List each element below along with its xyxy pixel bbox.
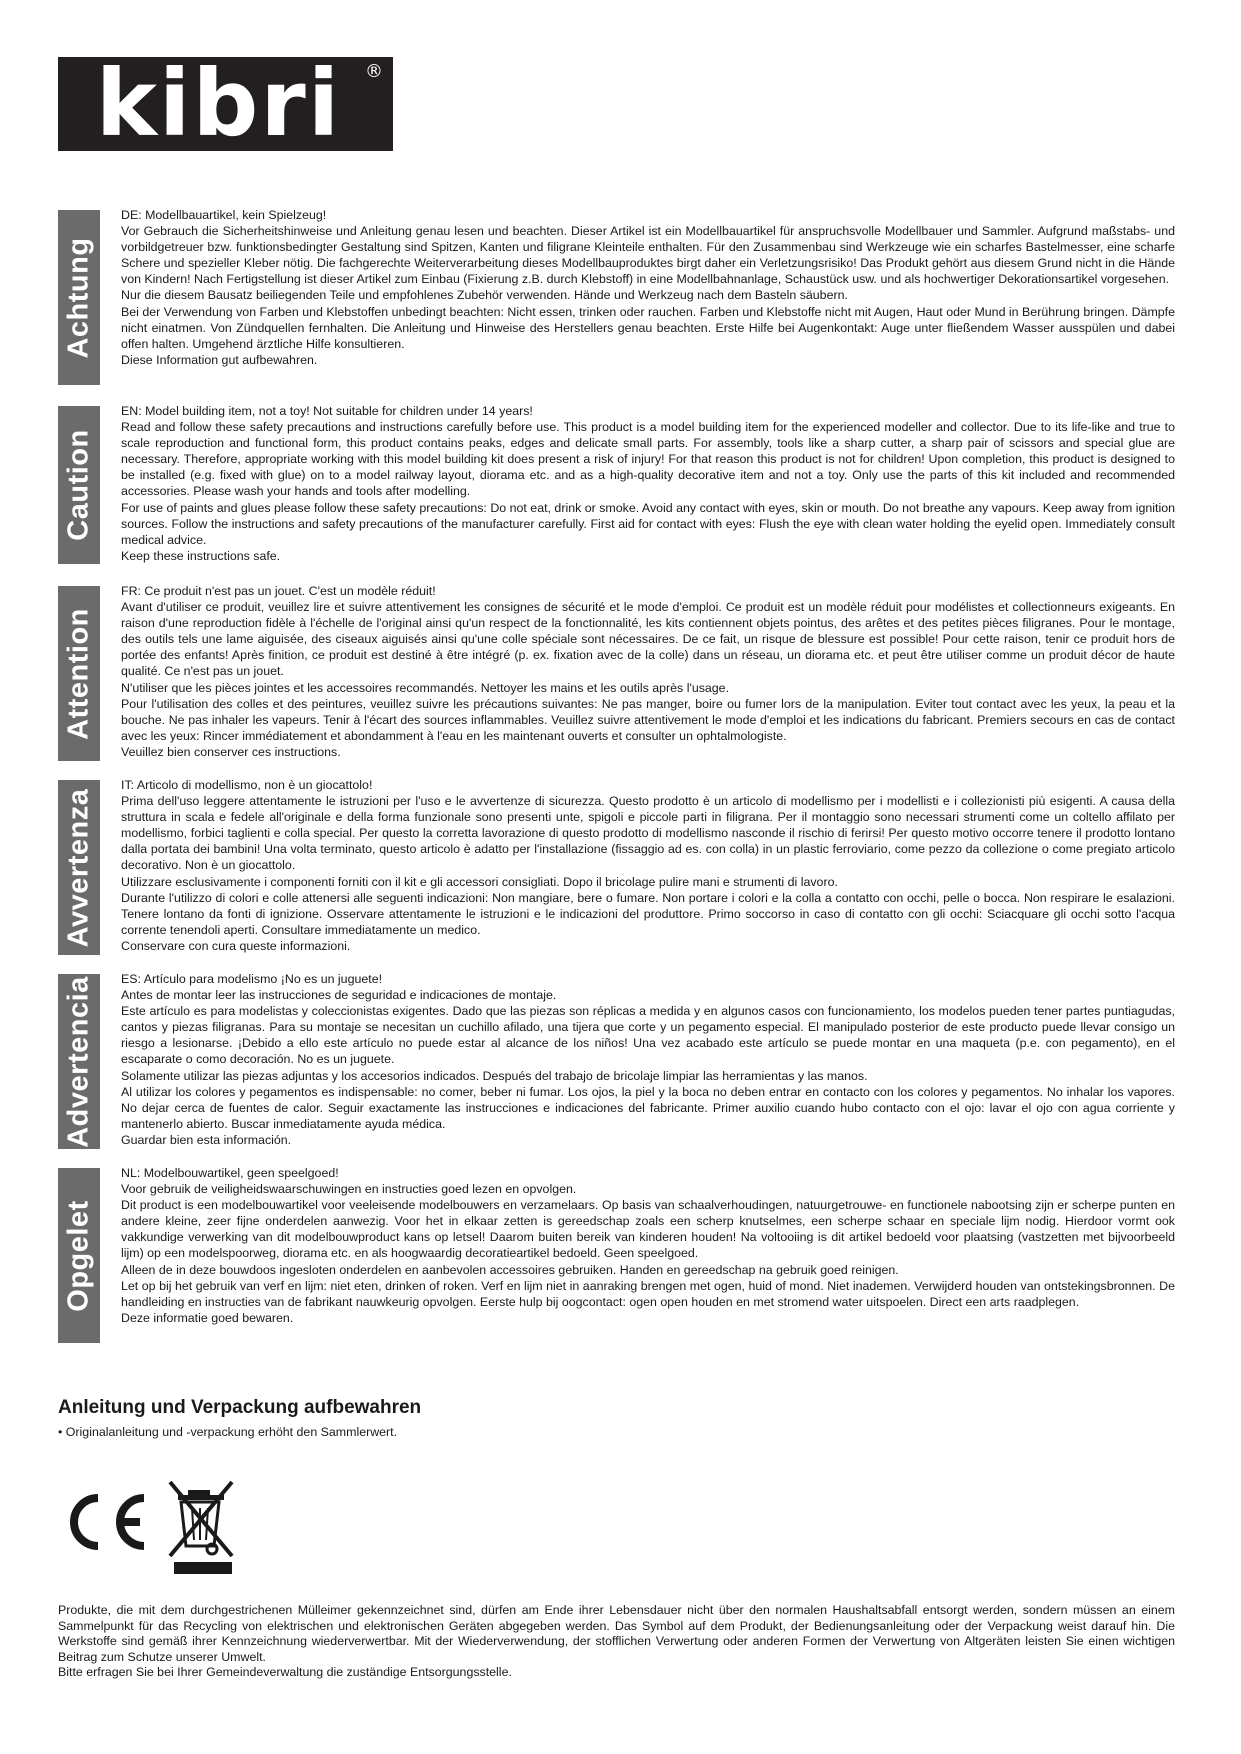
tab-label: Attention — [62, 607, 95, 740]
section-heading: DE: Modellbauartikel, kein Spielzeug! — [121, 208, 327, 222]
section-heading: IT: Articolo di modellismo, non è un giocattolo! — [121, 778, 373, 792]
crossed-out-wheelie-bin-icon — [166, 1478, 242, 1574]
section-text — [121, 207, 1175, 368]
tab-label: Caution — [62, 429, 95, 541]
section-paragraph: Solamente utilizar las piezas adjuntas y los accesorios indicados. Después del trabajo de bricolaje limpiar las herramientas y las manos. — [121, 1068, 868, 1083]
section-paragraph: Bei der Verwendung von Farben und Klebstoffen unbedingt beachten: Nicht essen, trinken oder rauchen. Farben und Klebstoffe nicht mit Augen, Haut oder Mund in Berührung bringen. Dämpfe nicht einatmen. Von Zündquellen fernhalten. Die Anleitung und Hinweise des Herstellers genau beachten. Erste Hilfe bei Augenkontakt: Auge unter fließendem Wasser ausspülen und dabei offen halten. Umgehend ärztliche Hilfe konsultieren. — [121, 304, 1175, 351]
section-en — [58, 403, 1175, 568]
section-heading: ES: Artículo para modelismo ¡No es un juguete! — [121, 972, 383, 986]
tab-attention — [58, 586, 100, 761]
section-paragraph: Al utilizar los colores y pegamentos es indispensable: no comer, beber ni fumar. Los ojos, la piel y la boca no deben entrar en contacto con los colores y pegamentos. No inhalar los vapores. No dejar cerca de fuentes de calor. Seguir exactamente las instrucciones e indicaciones del fabricante. Primer auxilio cuando hubo contacto con el ojo: lavar el ojo con agua corriente y mantenerlo abierto. Buscar inmediatamente ayuda médica. — [121, 1084, 1175, 1131]
section-paragraph: Deze informatie goed bewaren. — [121, 1310, 294, 1325]
section-paragraph: For use of paints and glues please follow these safety precautions: Do not eat, drink or smoke. Avoid any contact with eyes, skin or mouth. Do not breathe any vapours. Keep away from ignition sources. Follow the instructions and safety precautions of the manufacturer carefully. First aid for contact with eyes: Flush the eye with clean water holding the eyelid open. Immediately consult medical advice. — [121, 500, 1175, 547]
section-paragraph: Veuillez bien conserver ces instructions. — [121, 744, 341, 759]
section-nl — [58, 1165, 1175, 1350]
section-text — [121, 403, 1175, 564]
section-de — [58, 207, 1175, 387]
section-text — [121, 1165, 1175, 1326]
disposal-paragraph: Bitte erfragen Sie bei Ihrer Gemeindeverwaltung die zuständige Entsorgungsstelle. — [58, 1665, 512, 1680]
section-paragraph: Nur die diesem Bausatz beiliegenden Teile und empfohlenes Zubehör verwenden. Hände und Werkzeug nach dem Basteln säubern. — [121, 288, 848, 303]
section-heading: EN: Model building item, not a toy! Not suitable for children under 14 years! — [121, 404, 533, 418]
section-paragraph: Diese Information gut aufbewahren. — [121, 352, 318, 367]
tab-label: Avvertenza — [62, 788, 95, 947]
section-paragraph: Durante l'utilizzo di colori e colle attenersi alle seguenti indicazioni: Non mangiare, bere o fumare. Non portare i colori e la colla a contatto con occhi, pelle o bocca. Non respirare le esalazioni. Tenere lontano da fonti di ignizione. Osservare attentamente le istruzioni e le indicazioni del produttore. Primo soccorso in caso di contatto con gli occhi: Sciacquare gli occhi sotto l'acqua corrente tenendoli aperti. Consultare immediatamente un medico. — [121, 890, 1175, 937]
section-paragraph: Alleen de in deze bouwdoos ingesloten onderdelen en aanbevolen accessoires gebruiken. Handen en gereedschap na gebruik goed reinigen. — [121, 1262, 899, 1277]
disposal-paragraph: Produkte, die mit dem durchgestrichenen Mülleimer gekennzeichnet sind, dürfen am Ende ihrer Lebensdauer nicht über den normalen Haushaltsabfall entsorgt werden, sondern müssen an einem Sammelpunkt für das Recycling von elektrischen und elektronischen Geräten abgegeben werden. Das Symbol auf dem Produkt, der Bedienungsanleitung oder der Verpackung weist darauf hin. Die Werkstoffe sind gemäß ihrer Kennzeichnung wiederverwertbar. Mit der Wiederverwendung, der stofflichen Verwertung oder anderen Formen der Verwertung von Altgeräten leisten Sie einen wichtigen Beitrag zum Schutze unserer Umwelt. — [58, 1603, 1175, 1664]
tab-opgelet — [58, 1168, 100, 1343]
section-paragraph: Keep these instructions safe. — [121, 548, 281, 563]
tab-label: Advertencia — [62, 975, 95, 1148]
brand-name: kibri — [95, 57, 342, 151]
section-paragraph: Voor gebruik de veiligheidswaarschuwingen en instructies goed lezen en opvolgen. — [121, 1182, 577, 1197]
section-paragraph: Pour l'utilisation des colles et des peintures, veuillez suivre les précautions suivantes: Ne pas manger, boire ou fumer lors de la manipulation. Eviter tout contact avec les yeux, la peau et la bouche. Ne pas inhaler les vapeurs. Tenir à l'écart des sources inflammables. Veuillez suivre attentivement le mode d'emploi et les indications du fabricant. Premiers secours en cas de contact avec les yeux: Rincer immédiatement et abondamment à l'eau en les maintenant ouverts et consulter un ophtalmologiste. — [121, 696, 1175, 743]
section-paragraph: Conservare con cura queste informazioni. — [121, 938, 351, 953]
ce-mark-icon — [58, 1490, 148, 1554]
tab-achtung — [58, 210, 100, 385]
section-paragraph: Avant d'utiliser ce produit, veuillez lire et suivre attentivement les consignes de sécurité et le mode d'emploi. Ce produit est un modèle réduit pour modélistes et collectionneurs exigeants. En raison d'une reproduction fidèle à l'échelle de l'original ainsi qu'un respect de la fonctionnalité, les kits contiennent objets pointus, des arêtes et des petites pièces filigranes. Pour le montage, des outils tels une lame aiguisée, des ciseaux aiguisés ainsi qu'une colle spéciale sont nécessaires. De ce fait, un risque de blessure est possible! Pour cette raison, tenir ce produit hors de portée des enfants! Après finition, ce produit est destiné à être intégré (p. ex. fixation avec de la colle) dans un réseau, un diorama etc. et peut être utiliser comme un produit décor de haute qualité. Ce n'est pas un jouet. — [121, 600, 1175, 679]
section-paragraph: Let op bij het gebruik van verf en lijm: niet eten, drinken of roken. Verf en lijm niet in aanraking brengen met ogen, huid of mond. Niet inademen. Verwijderd houden van ontstekingsbronnen. De handleiding en instructies van de fabrikant nauwkeurig opvolgen. Eerste hulp bij oogcontact: ogen open houden en met stromend water uitspoelen. Direct een arts raadplegen. — [121, 1278, 1175, 1309]
keep-instructions-title: Anleitung und Verpackung aufbewahren — [58, 1397, 422, 1418]
registered-mark: ® — [365, 61, 385, 82]
kibri-logo — [58, 57, 393, 151]
tab-advertencia — [58, 974, 100, 1149]
section-text — [121, 583, 1175, 760]
disposal-notice — [58, 1603, 1175, 1681]
section-heading: NL: Modelbouwartikel, geen speelgoed! — [121, 1166, 339, 1180]
section-paragraph: Prima dell'uso leggere attentamente le istruzioni per l'uso e le avvertenze di sicurezza. Questo prodotto è un articolo di modellismo per i modellisti e i collezionisti più esigenti. A causa della struttura in scala e fedele all'originale e della forma funzionale sono presenti unte, spigoli e piccole parti in filigrana. Per il montaggio sono necessari strumenti come un coltello affilato per modellismo, forbici taglienti e colla special. Per questo la corretta lavorazione di questo prodotto di modellismo nasconde il rischio di ferirsi! Per questo motivo occorre tenere il prodotto lontano dalla portata dei bambini! Una volta terminato, questo articolo è adatto per l'installazione (fissaggio ad es. con colla) in un plastic ferroviario, come pezzo da collezione o come pregiato articolo decorativo. Non è un giocattolo. — [121, 794, 1175, 873]
section-paragraph: Utilizzare esclusivamente i componenti forniti con il kit e gli accessori consigliati. Dopo il bricolage pulire mani e strumenti di lavoro. — [121, 874, 838, 889]
tab-label: Achtung — [62, 236, 95, 359]
section-paragraph: N'utiliser que les pièces jointes et les accessoires recommandés. Nettoyer les mains et les outils après l'usage. — [121, 680, 730, 695]
section-text — [121, 777, 1175, 954]
section-heading: FR: Ce produit n'est pas un jouet. C'est un modèle réduit! — [121, 584, 436, 598]
section-fr — [58, 583, 1175, 763]
section-it — [58, 777, 1175, 957]
section-paragraph: Vor Gebrauch die Sicherheitshinweise und Anleitung genau lesen und beachten. Dieser Artikel ist ein Modellbauartikel für anspruchsvolle Modellbauer und Sammler. Aufgrund maßstabs- und vorbildgetreuer bzw. funktionsbedingter Gestaltung sind Spitzen, Kanten und filigrane Kleinteile enthalten. Für den Zusammenbau sind Werkzeuge wie ein scharfes Bastelmesser, eine scharfe Schere und spezieller Kleber nötig. Die fachgerechte Weiterverarbeitung dieses Modellbauproduktes birgt daher ein Verletzungsrisiko! Das Produkt gehört aus diesem Grund nicht in die Hände von Kindern! Nach Fertigstellung ist dieser Artikel zum Einbau (Fixierung z.B. durch Klebstoff) in eine Modellbahnanlage, Schaustück usw. und als hochwertiger Dekorationsartikel vorgesehen. — [121, 224, 1175, 287]
section-paragraph: Read and follow these safety precautions and instructions carefully before use. This product is a model building item for the experienced modeller and collector. Due to its life-like and true to scale reproduction and functional form, this product contains peaks, edges and delicate small parts. For assembly, tools like a sharp cutter, a sharp pair of scissors and special glue are necessary. Therefore, appropriate working with this model building kit does present a risk of injury! For that reason this product is not for children! Upon completion, this product is designed to be installed (e.g. fixed with glue) on to a model railway layout, diorama etc. and as a high-quality decorative item and not a toy. Only use the parts of this kit included and recommended accessories. Please wash your hands and tools after modelling. — [121, 420, 1175, 499]
tab-avvertenza — [58, 780, 100, 955]
tab-label: Opgelet — [62, 1199, 95, 1312]
section-text — [121, 971, 1175, 1148]
section-paragraph: Dit product is een modelbouwartikel voor veeleisende modelbouwers en verzamelaars. Op basis van schaalverhoudingen, natuurgetrouwe- en functionele nabootsing zijn er scherpe punten en andere kleine, zeer fijne onderdelen aanwezig. Voor het in elkaar zetten is gereedschap zoals een scherp knutselmes, een scherpe schaar en speciale lijm nodig. Hierdoor vormt ook vakkundige verwerking van dit modelbouwproduct kans op letsel! Daarom buiten bereik van kinderen houden! Na voltooiing is dit artikel bedoeld voor plaatsing (vastzetten met bijvoorbeeld lijm) op een modelspoorweg, diorama etc. en als hoogwaardig decoratieartikel bedoeld. Geen speelgoed. — [121, 1198, 1175, 1261]
keep-instructions-note: • Originalanleitung und -verpackung erhöht den Sammlerwert. — [58, 1425, 398, 1439]
section-es — [58, 971, 1175, 1151]
tab-caution — [58, 406, 100, 564]
section-paragraph: Guardar bien esta información. — [121, 1132, 292, 1147]
section-paragraph: Este artículo es para modelistas y coleccionistas exigentes. Dado que las piezas son réplicas a medida y en algunos casos con funcionamiento, los modelos pueden tener partes puntiagudas, cantos y piezas filigranas. Para su montaje se necesitan un cuchillo afilado, una tijera que corte y un pegamento especial. El manipulado posterior de este producto puede llevar consigo un riesgo a lesionarse. ¡Debido a ello este artículo no puede estar al alcance de los niños! Una vez acabado este artículo se puede montar en una maqueta (p.e. con pegamento), en el escaparate o como decoración. No es un juguete. — [121, 1004, 1175, 1067]
section-paragraph: Antes de montar leer las instrucciones de seguridad e indicaciones de montaje. — [121, 988, 557, 1003]
